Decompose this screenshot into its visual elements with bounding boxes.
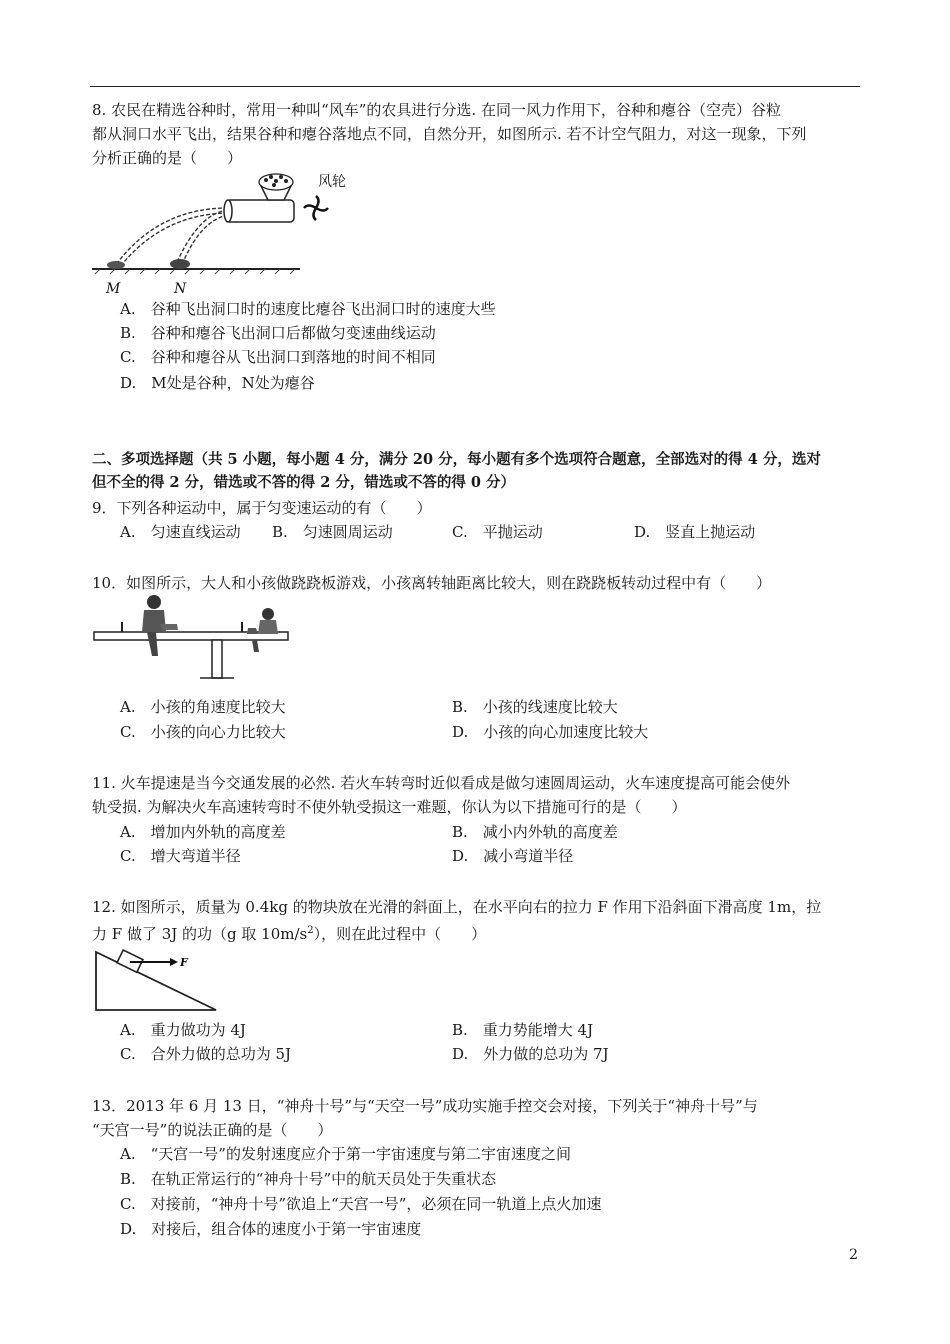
q12-stem-line-2-text: 力 F 做了 3J 的功（g 取 10m/s [92,925,308,943]
q11-stem-line-2: 轨受损. 为解决火车高速转弯时不使外轨受损这一难题，你认为以下措施可行的是（ ） [92,798,687,816]
q10-option-a: A. 小孩的角速度比较大 [120,698,286,716]
wheel-label: 风轮 [318,174,346,190]
q12-option-a: A. 重力做功为 4J [120,1021,246,1039]
header-rule [90,86,860,87]
q12-stem-line-2-tail: ），则在此过程中（ ） [313,925,487,943]
q13-option-c: C. 对接前，“神舟十号”欲追上“天宫一号”，必须在同一轨道上点火加速 [120,1195,602,1213]
q13-option-d: D. 对接后，组合体的速度小于第一宇宙速度 [120,1220,422,1238]
label-n: N [174,281,187,297]
q10-option-b: B. 小孩的线速度比较大 [452,698,618,716]
section2-heading-line-2: 但不全的得 2 分，错选或不答的得 2 分，错选或不答的得 0 分） [92,474,516,491]
q9-option-d: D. 竖直上抛运动 [634,523,756,541]
section2-heading-line-1: 二、多项选择题（共 5 小题，每小题 4 分，满分 20 分，每小题有多个选项符合题意，全部选对的得 4 分，选对 [92,451,821,468]
q12-option-b: B. 重力势能增大 4J [452,1021,594,1039]
incline-figure [92,948,222,1012]
q13-option-b: B. 在轨正常运行的“神舟十号”中的航天员处于失重状态 [120,1170,497,1188]
q8-stem-line-3: 分析正确的是（ ） [92,149,243,167]
winnowing-machine-figure [90,168,370,298]
q8-option-b: B. 谷种和瘪谷飞出洞口后都做匀变速曲线运动 [120,324,436,342]
q11-option-d: D. 减小弯道半径 [452,847,574,865]
q9-option-b: B. 匀速圆周运动 [272,523,393,541]
q10-stem: 10．如图所示，大人和小孩做跷跷板游戏，小孩离转轴距离比较大，则在跷跷板转动过程中有（ ） [92,574,772,592]
q13-option-a: A. “天宫一号”的发射速度应介于第一宇宙速度与第二宇宙速度之间 [120,1145,571,1163]
q13-stem-line-2: “天宫一号”的说法正确的是（ ） [92,1121,333,1139]
label-m: M [106,281,121,297]
q9-option-a: A. 匀速直线运动 [120,523,241,541]
q11-option-b: B. 减小内外轨的高度差 [452,823,618,841]
q8-stem-line-2: 都从洞口水平飞出，结果谷种和瘪谷落地点不同，自然分开，如图所示. 若不计空气阻力，对这一现象，下列 [92,125,807,143]
page-number: 2 [849,1247,858,1263]
q13-stem-line-1: 13．2013 年 6 月 13 日，“神舟十号”与“天空一号”成功实施手控交会对接，下列关于“神舟十号”与 [92,1097,758,1115]
q11-stem-line-1: 11. 火车提速是当今交通发展的必然. 若火车转弯时近似看成是做匀速圆周运动，火车速度提高可能会使外 [92,774,791,792]
seesaw-figure [92,594,292,679]
q9-stem: 9．下列各种运动中，属于匀变速运动的有（ ） [92,499,432,517]
q12-option-c: C. 合外力做的总功为 5J [120,1045,292,1063]
q12-exponent: 2 [307,925,314,936]
q12-stem-line-1: 12. 如图所示，质量为 0.4kg 的物块放在光滑的斜面上，在水平向右的拉力 F 作用下沿斜面下滑高度 1m，拉 [92,898,822,916]
q12-option-d: D. 外力做的总功为 7J [452,1045,609,1063]
q8-option-d: D. M处是谷种，N处为瘪谷 [120,374,315,392]
q8-stem-line-1: 8. 农民在精选谷种时，常用一种叫“风车”的农具进行分选. 在同一风力作用下，谷种和瘪谷（空壳）谷粒 [92,101,781,119]
q10-option-c: C. 小孩的向心力比较大 [120,723,286,741]
q10-option-d: D. 小孩的向心加速度比较大 [452,723,649,741]
q9-option-c: C. 平抛运动 [452,523,543,541]
q8-option-c: C. 谷种和瘪谷从飞出洞口到落地的时间不相同 [120,348,436,366]
q11-option-c: C. 增大弯道半径 [120,847,241,865]
q11-option-a: A. 增加内外轨的高度差 [120,823,286,841]
q8-option-a: A. 谷种飞出洞口时的速度比瘪谷飞出洞口时的速度大些 [120,300,496,318]
force-label: F [180,956,188,969]
q12-stem-line-2 [92,920,486,945]
